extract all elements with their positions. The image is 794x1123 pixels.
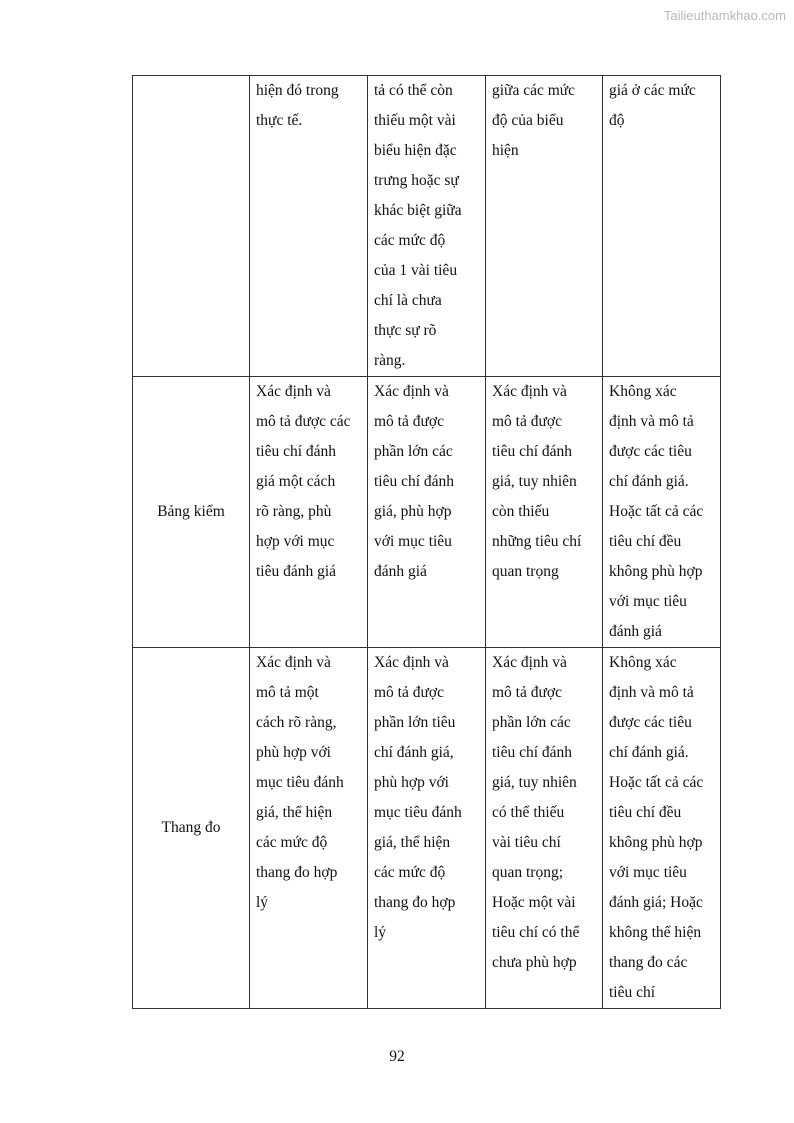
table-cell: Xác định và mô tả một cách rõ ràng, phù hợp với mục tiêu đánh giá, thể hiện các mức độ thang đo hợp lý xyxy=(250,648,368,1009)
table-cell: Xác định và mô tả được phần lớn tiêu chí đánh giá, phù hợp với mục tiêu đánh giá, thể hiện các mức độ thang đo hợp lý xyxy=(368,648,486,1009)
table-cell: giá ở các mức độ xyxy=(603,76,721,377)
criteria-table xyxy=(132,75,721,1009)
watermark-text: Tailieuthamkhao.com xyxy=(663,8,786,23)
table-cell: Xác định và mô tả được phần lớn các tiêu chí đánh giá, phù hợp với mục tiêu đánh giá xyxy=(368,377,486,648)
row-label-cell xyxy=(133,76,250,377)
table-cell: Không xác định và mô tả được các tiêu chí đánh giá. Hoặc tất cả các tiêu chí đều không phù hợp với mục tiêu đánh giá; Hoặc không thể hiện thang đo các tiêu chí xyxy=(603,648,721,1009)
table-row xyxy=(133,648,721,1009)
table-cell: giữa các mức độ của biểu hiện xyxy=(486,76,603,377)
table-cell: hiện đó trong thực tế. xyxy=(250,76,368,377)
table-cell: tả có thể còn thiếu một vài biểu hiện đặc trưng hoặc sự khác biệt giữa các mức độ của 1 vài tiêu chí là chưa thực sự rõ ràng. xyxy=(368,76,486,377)
page-number: 92 xyxy=(389,1048,405,1065)
row-label-cell: Bảng kiểm xyxy=(133,377,250,648)
table-cell: Xác định và mô tả được phần lớn các tiêu chí đánh giá, tuy nhiên có thể thiếu vài tiêu chí quan trọng; Hoặc một vài tiêu chí có thể chưa phù hợp xyxy=(486,648,603,1009)
table-row xyxy=(133,377,721,648)
table-cell: Không xác định và mô tả được các tiêu chí đánh giá. Hoặc tất cả các tiêu chí đều không phù hợp với mục tiêu đánh giá xyxy=(603,377,721,648)
table-row xyxy=(133,76,721,377)
table-cell: Xác định và mô tả được tiêu chí đánh giá, tuy nhiên còn thiếu những tiêu chí quan trọng xyxy=(486,377,603,648)
row-label-cell: Thang đo xyxy=(133,648,250,1009)
table-cell: Xác định và mô tả được các tiêu chí đánh giá một cách rõ ràng, phù hợp với mục tiêu đánh giá xyxy=(250,377,368,648)
